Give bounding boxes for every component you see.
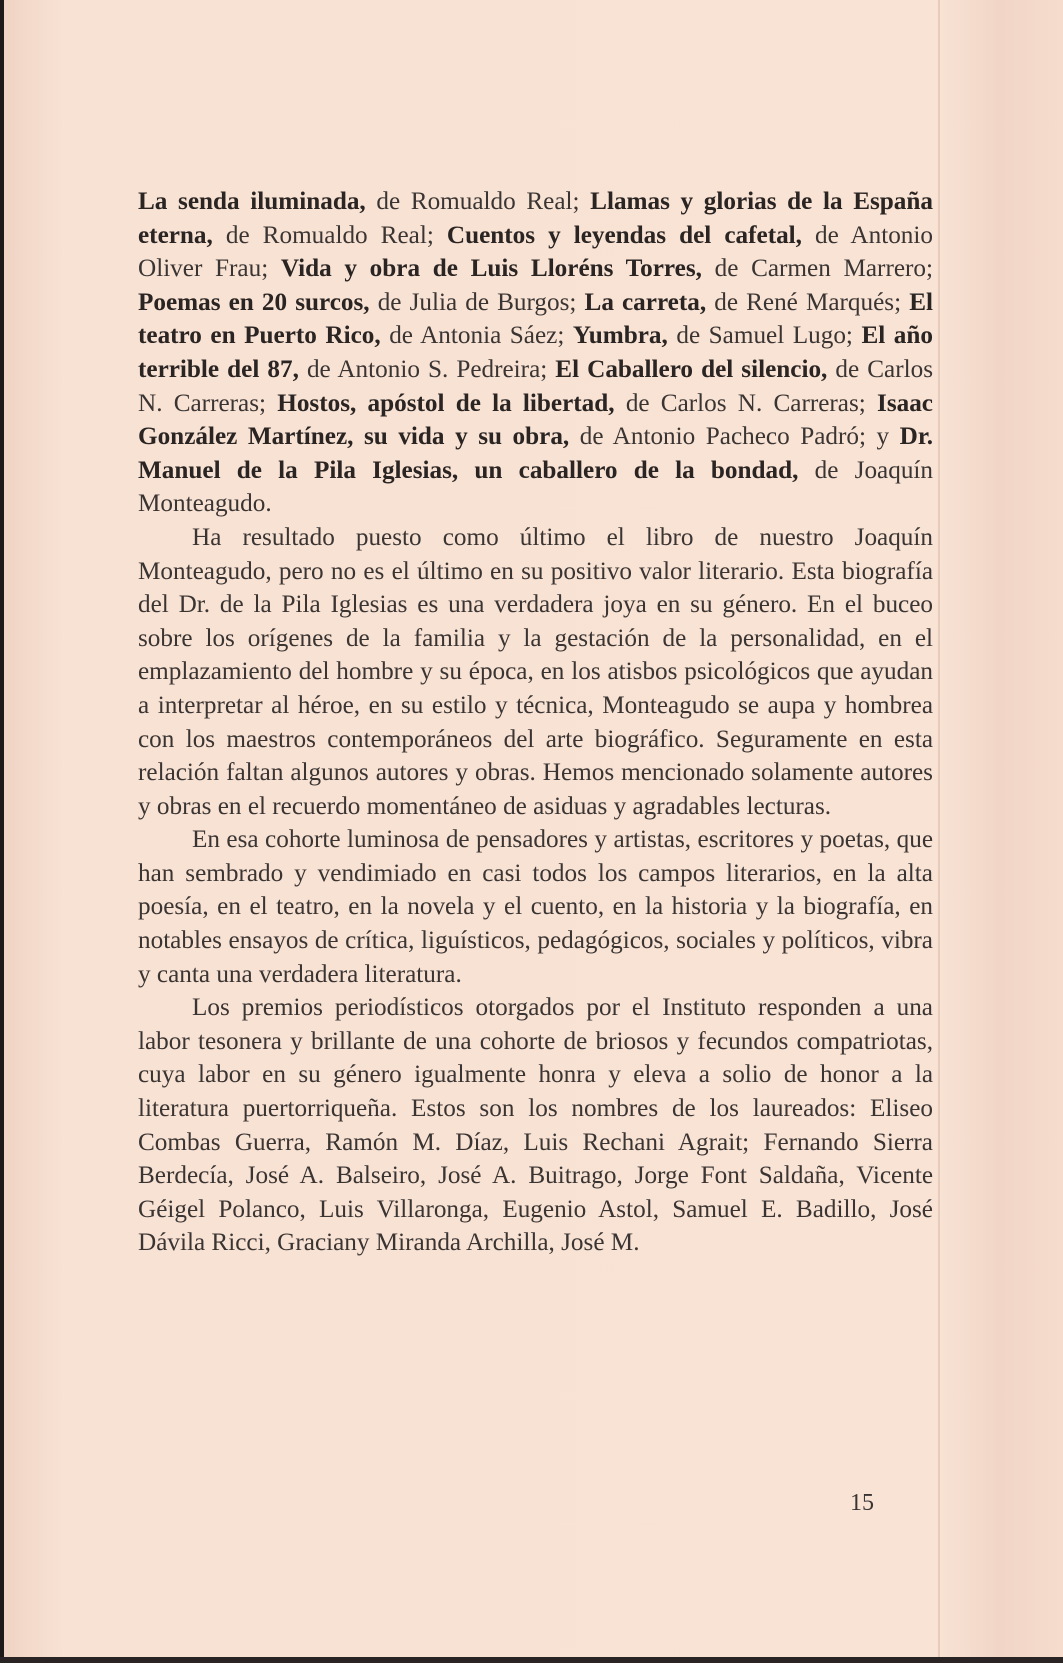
paragraph-book-list [138, 185, 933, 521]
book-author: de Carlos N. Carreras; [614, 389, 878, 417]
book-title: Llamas y glorias de la España eterna, [138, 188, 933, 249]
book-title: El Caballero del silencio, [555, 355, 828, 383]
book-author: de Julia de Burgos; [369, 288, 585, 316]
page-number: 15 [850, 1490, 874, 1516]
book-title: Vida y obra de Luis Lloréns Torres, [280, 255, 702, 283]
page-left-edge [0, 0, 4, 1663]
book-author: de René Marqués; [706, 288, 910, 316]
book-author: de Romualdo Real; [212, 221, 447, 249]
paragraph-premios: Los premios periodísticos otorgados por el Instituto responden a una labor tesonera y brillante de una cohorte de briosos y fecundos compatriotas, cuya labor en su género igualmente honra y eleva a solio de honor a la literatura puertorriqueña. Estos son los nombres de los laureados: Eliseo Combas Guerra, Ramón M. Díaz, Luis Rechani Agrait; Fernando Sierra Berdecía, José A. Balseiro, José A. Buitrago, Jorge Font Saldaña, Vicente Géigel Polanco, Luis Villaronga, Eugenio Astol, Samuel E. Badillo, José Dávila Ricci, Graciany Miranda Archilla, José M. [138, 994, 933, 1257]
book-title: Cuentos y leyendas del cafetal, [446, 221, 802, 249]
page-bottom-edge [0, 1657, 1063, 1663]
book-title: Hostos, apóstol de la libertad, [277, 389, 615, 417]
book-title: El año terrible del 87, [138, 322, 933, 383]
book-title: La senda iluminada, [138, 188, 366, 215]
book-title: Dr. Manuel de la Pila Iglesias, un caballero de la bondad, [138, 423, 933, 484]
book-author: de Carlos N. Carreras; [138, 355, 933, 417]
book-author: de Romualdo Real; [365, 188, 591, 215]
page-fold-line [938, 0, 940, 1663]
book-author: de Samuel Lugo; [667, 322, 862, 350]
book-author: de Antonio Oliver Frau; [138, 221, 933, 283]
book-author: de Joaquín Monteagudo. [138, 456, 933, 518]
paragraph-monteagudo: Ha resultado puesto como último el libro de nuestro Joaquín Monteagudo, pero no es el último en su positivo valor literario. Esta biografía del Dr. de la Pila Iglesias es una verdadera joya en su género. En el buceo sobre los orígenes de la familia y la gestación de la personalidad, en el emplazamiento del hombre y su época, en los atisbos psicológicos que ayudan a interpretar al héroe, en su estilo y técnica, Monteagudo se aupa y hombrea con los maestros contemporáneos del arte biográfico. Seguramente en esta relación faltan algunos autores y obras. Hemos mencionado solamente autores y obras en el recuerdo momentáneo de asiduas y agradables lecturas. [138, 523, 933, 820]
book-title: Poemas en 20 surcos, [138, 288, 370, 316]
book-author: de Antonia Sáez; [380, 322, 573, 350]
paragraph-cohorte: En esa cohorte luminosa de pensadores y artistas, escritores y poetas, que han sembrado y vendimiado en casi todos los campos literarios, en la alta poesía, en el teatro, en la novela y el cuento, en la historia y la biografía, en notables ensayos de crítica, liguísticos, pedagógicos, sociales y políticos, vibra y canta una verdadera literatura. [138, 826, 933, 988]
book-title: Isaac González Martínez, su vida y su obra, [138, 389, 933, 451]
book-author: de Antonio S. Pedreira; [298, 355, 556, 383]
book-title: La carreta, [584, 288, 707, 316]
book-title: El teatro en Puerto Rico, [138, 288, 933, 350]
book-author: de Carmen Marrero; [701, 255, 933, 283]
book-title: Yumbra, [572, 322, 668, 350]
body-text [138, 185, 933, 1260]
book-author: de Antonio Pacheco Padró; y [569, 423, 900, 451]
